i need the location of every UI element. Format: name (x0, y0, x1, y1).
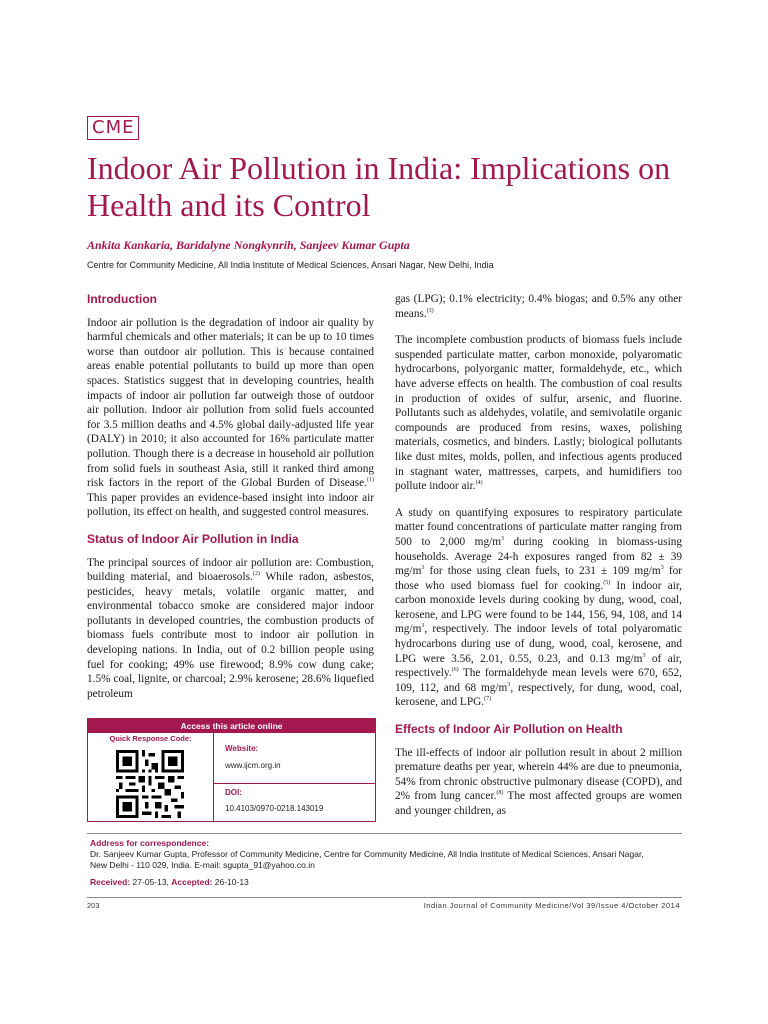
status-text-end: While radon, asbestos, pesticides, heavy metals, volatile organic matter, and environmental tobacco smoke are considered major indoor pollutants in developed countries, the combustion products of biomass fuels contribute most to indoor air pollution in developing nations. In India, out of 0.2 billion people using fuel for cooking; 49% use firewood; 8.9% cow dung cake; 1.5% coal, lignite, or charcoal; 2.9% kerosene; 28.6% liquefied petroleum (87, 571, 374, 700)
superscript: 3 (660, 565, 664, 572)
paragraph-text: during cooking in biomass-using households. Average 24-h exposures ranged from 82 ± 39 mg/m (395, 535, 682, 578)
right-column (395, 292, 682, 831)
exposure-study-paragraph (395, 506, 682, 710)
accepted-date: 26-10-13 (212, 877, 249, 887)
paragraph-text: , respectively. The indoor levels of total polyaromatic hydrocarbons during use of dung, wood, coal, kerosene, and LPG were 3.56, 2.01, 0.55, 0.23, and 0.13 mg/m (395, 623, 682, 665)
qr-code-icon[interactable] (116, 750, 184, 818)
article-title: Indoor Air Pollution in India: Implications on Health and its Control (87, 150, 671, 223)
paragraph-text: gas (LPG); 0.1% electricity; 0.4% biogas; and 0.5% any other means. (395, 293, 682, 320)
correspondence-heading: Address for correspondence: (90, 838, 210, 848)
intro-paragraph (87, 316, 374, 520)
left-column (87, 292, 374, 713)
doi-label: DOI: (225, 788, 242, 797)
superscript: 3 (501, 536, 505, 543)
received-accepted-dates (90, 877, 249, 887)
section-heading-introduction: Introduction (87, 292, 157, 306)
citation-ref[interactable]: (6) (451, 667, 459, 674)
lpg-paragraph (395, 292, 682, 321)
paragraph-text: A study on quantifying exposures to respiratory particulate matter found concentrations of particulate matter ranging from 500 to 2,000 mg/m (395, 506, 682, 548)
correspondence-line: Dr. Sanjeev Kumar Gupta, Professor of Community Medicine, Centre for Community Medicine, All India Institute of Medical Sciences, Ansari Nagar, (90, 849, 644, 859)
website-link[interactable]: www.ijcm.org.in (225, 761, 281, 770)
superscript: 3 (421, 565, 425, 572)
paragraph-text: of air, respectively. (395, 652, 682, 680)
status-paragraph (87, 556, 374, 702)
combustion-products-paragraph (395, 333, 682, 494)
intro-text-end: This paper provides an evidence-based insight into indoor air pollution, its effect on health, and suggested control measures. (87, 491, 374, 519)
superscript: 3 (642, 652, 646, 659)
divider (87, 833, 682, 834)
citation-ref[interactable]: (1) (367, 477, 374, 484)
affiliation: Centre for Community Medicine, All India Institute of Medical Sciences, Ansari Nagar, New Delhi, India (87, 260, 494, 270)
paragraph-text: The ill-effects of indoor air pollution result in about 2 million premature deaths per year, wherein 44% are due to pneumonia, 54% from chronic obstructive pulmonary disease (COPD), and 2% from lung cancer. (395, 746, 682, 803)
box-divider (214, 783, 375, 784)
paragraph-text: , respectively, for dung, wood, coal, kerosene, and LPG. (395, 681, 682, 709)
access-box-header: Access this article online (88, 719, 375, 733)
paragraph-text: The incomplete combustion products of biomass fuels include suspended particulate matter, carbon monoxide, polyaromatic hydrocarbons, polyorganic matter, formaldehyde, etc., which have adverse effects on health. The combustion of coal results in production of oxides of sulfur, arsenic, and fluorine. Pollutants such as aldehydes, volatile, and semivolatile organic compounds are produced from resins, waxes, polishing materials, cosmetics, and binders. Lastly; biological pollutants like dust mites, molds, pollen, and infectious agents produced in stagnant water, mattresses, carpets, and humidifiers too pollute indoor air. (395, 334, 682, 493)
website-label: Website: (225, 744, 259, 753)
received-date: 27-05-13, (130, 877, 172, 887)
journal-citation: Indian Journal of Community Medicine/Vol 39/Issue 4/October 2014 (423, 901, 680, 910)
paragraph-text: The most affected groups are women and younger children, as (395, 790, 682, 817)
footer-divider (87, 897, 682, 898)
citation-ref[interactable]: (7) (484, 696, 492, 703)
citation-ref[interactable]: (2) (252, 571, 260, 578)
doi-link[interactable]: 10.4103/0970-0218.143019 (225, 804, 324, 813)
page-number: 203 (87, 901, 100, 910)
box-divider (213, 733, 214, 821)
section-heading-effects: Effects of Indoor Air Pollution on Health (395, 722, 623, 737)
paragraph-text: In indoor air, carbon monoxide levels during cooking by dung, wood, coal, kerosene, and LPG were found to be 144, 156, 94, 108, and 14 mg/m (395, 579, 682, 636)
citation-ref[interactable]: (8) (496, 790, 504, 797)
paragraph-text: for those who used biomass fuel for cooking. (395, 565, 683, 592)
intro-text: Indoor air pollution is the degradation of indoor air quality by harmful chemicals and other materials; it can be up to 10 times worse than outdoor air pollution. This is because contained areas enable potential pollutants to build up more than open spaces. Statistics suggest that in developing countries, health impacts of indoor air pollution far outweigh those of outdoor air pollution. Indoor air pollution from solid fuels accounted for 3.5 million deaths and 4.5% global daily-adjusted life year (DALY) in 2010; it also accounted for 16% particulate matter pollution. Though there is a decrease in household air pollution from solid fuels in southeast Asia, still it ranked third among risk factors in the report of the Global Burden of Disease. (87, 316, 374, 490)
paragraph-text: The formaldehyde mean levels were 670, 652, 109, 112, and 68 mg/m (395, 667, 682, 694)
status-text: The principal sources of indoor air pollution are: Combustion, building material, and bioaerosols. (87, 556, 374, 584)
effects-paragraph (395, 746, 682, 819)
citation-ref[interactable]: (5) (603, 579, 611, 586)
correspondence-block (90, 838, 690, 871)
accepted-label: Accepted: (171, 877, 213, 887)
citation-ref[interactable]: (3) (426, 307, 434, 314)
qr-label: Quick Response Code: (109, 734, 192, 743)
citation-ref[interactable]: (4) (475, 480, 483, 487)
superscript: 3 (507, 682, 511, 689)
author-list: Ankita Kankaria, Baridalyne Nongkynrih, Sanjeev Kumar Gupta (87, 238, 410, 252)
paragraph-text: for those using clean fuels, to 231 ± 109 mg/m (424, 565, 661, 578)
received-label: Received: (90, 877, 131, 887)
section-tag: CME (87, 116, 139, 140)
superscript: 3 (421, 623, 425, 630)
section-heading-status: Status of Indoor Air Pollution in India (87, 531, 299, 546)
access-online-box (87, 718, 376, 822)
correspondence-line: New Delhi - 110 029, India. E-mail: sgupta_91@yahoo.co.in (90, 860, 315, 870)
